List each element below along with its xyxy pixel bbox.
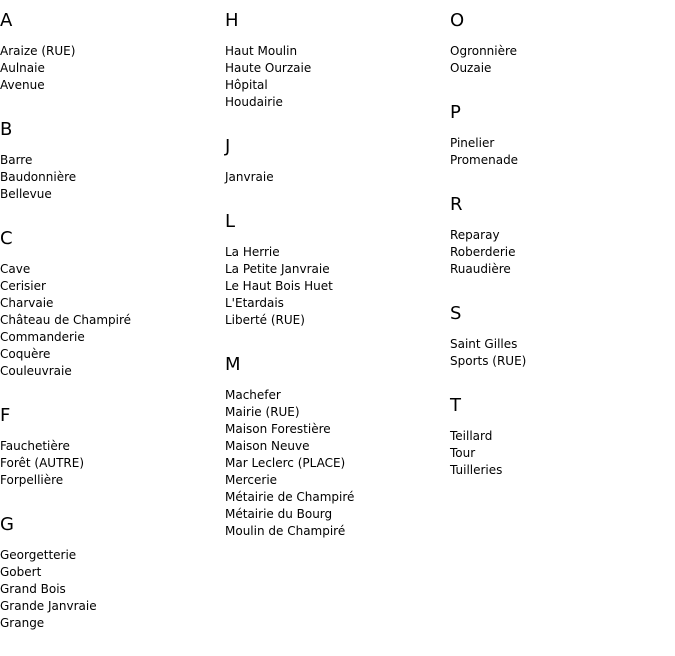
street-link[interactable]: La Herrie bbox=[225, 245, 280, 259]
list-item bbox=[450, 135, 670, 152]
list-item bbox=[225, 94, 445, 111]
list-item bbox=[0, 295, 220, 312]
street-link[interactable]: Saint Gilles bbox=[450, 337, 518, 351]
street-link[interactable]: Aulnaie bbox=[0, 61, 45, 75]
street-link[interactable]: Maison Neuve bbox=[225, 439, 310, 453]
list-item bbox=[0, 186, 220, 203]
list-item bbox=[0, 598, 220, 615]
street-link[interactable]: Métairie du Bourg bbox=[225, 507, 333, 521]
list-item bbox=[0, 152, 220, 169]
list-item bbox=[450, 445, 670, 462]
street-link[interactable]: Commanderie bbox=[0, 330, 85, 344]
letter-group-l bbox=[225, 210, 445, 329]
list-item bbox=[450, 462, 670, 479]
list-item bbox=[0, 615, 220, 632]
street-link[interactable]: Pinelier bbox=[450, 136, 495, 150]
list-item bbox=[225, 455, 445, 472]
list-item bbox=[450, 60, 670, 77]
street-link[interactable]: Mairie (RUE) bbox=[225, 405, 300, 419]
street-link[interactable]: Mercerie bbox=[225, 473, 278, 487]
letter-group-h bbox=[225, 9, 445, 111]
street-link[interactable]: Araize (RUE) bbox=[0, 44, 76, 58]
street-link[interactable]: Métairie de Champiré bbox=[225, 490, 355, 504]
street-link[interactable]: Forêt (AUTRE) bbox=[0, 456, 84, 470]
street-link[interactable]: L'Etardais bbox=[225, 296, 284, 310]
street-list bbox=[225, 169, 445, 186]
list-item bbox=[450, 43, 670, 60]
letter-heading: A bbox=[0, 10, 13, 31]
list-item bbox=[225, 278, 445, 295]
street-list bbox=[225, 387, 445, 540]
letter-heading: L bbox=[225, 211, 236, 232]
letter-heading: O bbox=[450, 10, 465, 31]
letter-heading: J bbox=[225, 136, 231, 157]
street-link[interactable]: Machefer bbox=[225, 388, 281, 402]
list-item bbox=[225, 312, 445, 329]
street-index-column-1 bbox=[0, 9, 220, 656]
street-list bbox=[0, 438, 220, 489]
street-link[interactable]: Le Haut Bois Huet bbox=[225, 279, 333, 293]
street-index-column-2 bbox=[225, 9, 445, 564]
list-item bbox=[225, 438, 445, 455]
list-item bbox=[0, 261, 220, 278]
letter-heading: S bbox=[450, 303, 462, 324]
street-list bbox=[450, 43, 670, 77]
street-link[interactable]: Roberderie bbox=[450, 245, 516, 259]
street-link[interactable]: Barre bbox=[0, 153, 33, 167]
list-item bbox=[0, 547, 220, 564]
list-item bbox=[0, 60, 220, 77]
street-link[interactable]: Forpellière bbox=[0, 473, 64, 487]
letter-heading: M bbox=[225, 354, 241, 375]
street-list bbox=[450, 135, 670, 169]
street-link[interactable]: Promenade bbox=[450, 153, 519, 167]
list-item bbox=[0, 455, 220, 472]
street-link[interactable]: Ogronnière bbox=[450, 44, 518, 58]
street-link[interactable]: Baudonnière bbox=[0, 170, 77, 184]
letter-heading: F bbox=[0, 405, 11, 426]
street-link[interactable]: Grande Janvraie bbox=[0, 599, 97, 613]
list-item bbox=[0, 43, 220, 60]
list-item bbox=[225, 261, 445, 278]
list-item bbox=[0, 77, 220, 94]
street-link[interactable]: La Petite Janvraie bbox=[225, 262, 330, 276]
street-link[interactable]: Grand Bois bbox=[0, 582, 66, 596]
street-link[interactable]: Charvaie bbox=[0, 296, 54, 310]
letter-group-t bbox=[450, 394, 670, 479]
list-item bbox=[450, 336, 670, 353]
street-link[interactable]: Ruaudière bbox=[450, 262, 511, 276]
street-link[interactable]: Château de Champiré bbox=[0, 313, 132, 327]
list-item bbox=[225, 43, 445, 60]
street-link[interactable]: Mar Leclerc (PLACE) bbox=[225, 456, 346, 470]
street-link[interactable]: Tour bbox=[450, 446, 476, 460]
street-list bbox=[225, 244, 445, 329]
letter-heading: R bbox=[450, 194, 463, 215]
letter-group-f bbox=[0, 404, 220, 489]
list-item bbox=[225, 523, 445, 540]
list-item bbox=[0, 438, 220, 455]
letter-group-c bbox=[0, 227, 220, 380]
list-item bbox=[0, 278, 220, 295]
list-item bbox=[225, 387, 445, 404]
list-item bbox=[225, 244, 445, 261]
street-link[interactable]: Fauchetière bbox=[0, 439, 70, 453]
street-link[interactable]: Janvraie bbox=[225, 170, 274, 184]
letter-heading: C bbox=[0, 228, 13, 249]
list-item bbox=[0, 329, 220, 346]
list-item bbox=[225, 169, 445, 186]
list-item bbox=[225, 60, 445, 77]
street-link[interactable]: Hôpital bbox=[225, 78, 268, 92]
letter-heading: H bbox=[225, 10, 239, 31]
letter-group-g bbox=[0, 513, 220, 632]
letter-group-r bbox=[450, 193, 670, 278]
list-item bbox=[225, 506, 445, 523]
list-item bbox=[450, 428, 670, 445]
letter-heading: P bbox=[450, 102, 461, 123]
list-item bbox=[225, 404, 445, 421]
street-link[interactable]: Tuilleries bbox=[450, 463, 503, 477]
street-link[interactable]: Cerisier bbox=[0, 279, 46, 293]
list-item bbox=[0, 564, 220, 581]
street-link[interactable]: Houdairie bbox=[225, 95, 283, 109]
street-list bbox=[0, 152, 220, 203]
letter-group-m bbox=[225, 353, 445, 540]
street-list bbox=[450, 227, 670, 278]
street-link[interactable]: Haut Moulin bbox=[225, 44, 298, 58]
list-item bbox=[225, 77, 445, 94]
street-link[interactable]: Avenue bbox=[0, 78, 45, 92]
list-item bbox=[225, 472, 445, 489]
list-item bbox=[0, 581, 220, 598]
street-link[interactable]: Georgetterie bbox=[0, 548, 77, 562]
letter-group-j bbox=[225, 135, 445, 186]
letter-heading: G bbox=[0, 514, 14, 535]
list-item bbox=[0, 363, 220, 380]
street-list bbox=[0, 261, 220, 380]
street-link[interactable]: Reparay bbox=[450, 228, 500, 242]
letter-group-s bbox=[450, 302, 670, 370]
letter-heading: B bbox=[0, 119, 13, 140]
letter-group-o bbox=[450, 9, 670, 77]
street-list bbox=[225, 43, 445, 111]
letter-group-a bbox=[0, 9, 220, 94]
street-link[interactable]: Gobert bbox=[0, 565, 42, 579]
list-item bbox=[0, 346, 220, 363]
list-item bbox=[225, 421, 445, 438]
list-item bbox=[0, 312, 220, 329]
street-link[interactable]: Cave bbox=[0, 262, 31, 276]
street-link[interactable]: Ouzaie bbox=[450, 61, 492, 75]
letter-group-p bbox=[450, 101, 670, 169]
list-item bbox=[450, 244, 670, 261]
letter-group-b bbox=[0, 118, 220, 203]
street-link[interactable]: Bellevue bbox=[0, 187, 52, 201]
street-link[interactable]: Coquère bbox=[0, 347, 51, 361]
street-link[interactable]: Sports (RUE) bbox=[450, 354, 527, 368]
street-link[interactable]: Maison Forestière bbox=[225, 422, 331, 436]
list-item bbox=[225, 295, 445, 312]
list-item bbox=[225, 489, 445, 506]
list-item bbox=[450, 152, 670, 169]
street-link[interactable]: Grange bbox=[0, 616, 45, 630]
street-link[interactable]: Haute Ourzaie bbox=[225, 61, 312, 75]
list-item bbox=[0, 169, 220, 186]
list-item bbox=[450, 261, 670, 278]
street-link[interactable]: Teillard bbox=[450, 429, 493, 443]
list-item bbox=[0, 472, 220, 489]
letter-heading: T bbox=[450, 395, 461, 416]
street-link[interactable]: Couleuvraie bbox=[0, 364, 72, 378]
street-index-column-3 bbox=[450, 9, 670, 503]
street-list bbox=[450, 428, 670, 479]
street-link[interactable]: Liberté (RUE) bbox=[225, 313, 305, 327]
street-link[interactable]: Moulin de Champiré bbox=[225, 524, 346, 538]
list-item bbox=[450, 227, 670, 244]
street-list bbox=[0, 547, 220, 632]
street-list bbox=[450, 336, 670, 370]
street-list bbox=[0, 43, 220, 94]
list-item bbox=[450, 353, 670, 370]
